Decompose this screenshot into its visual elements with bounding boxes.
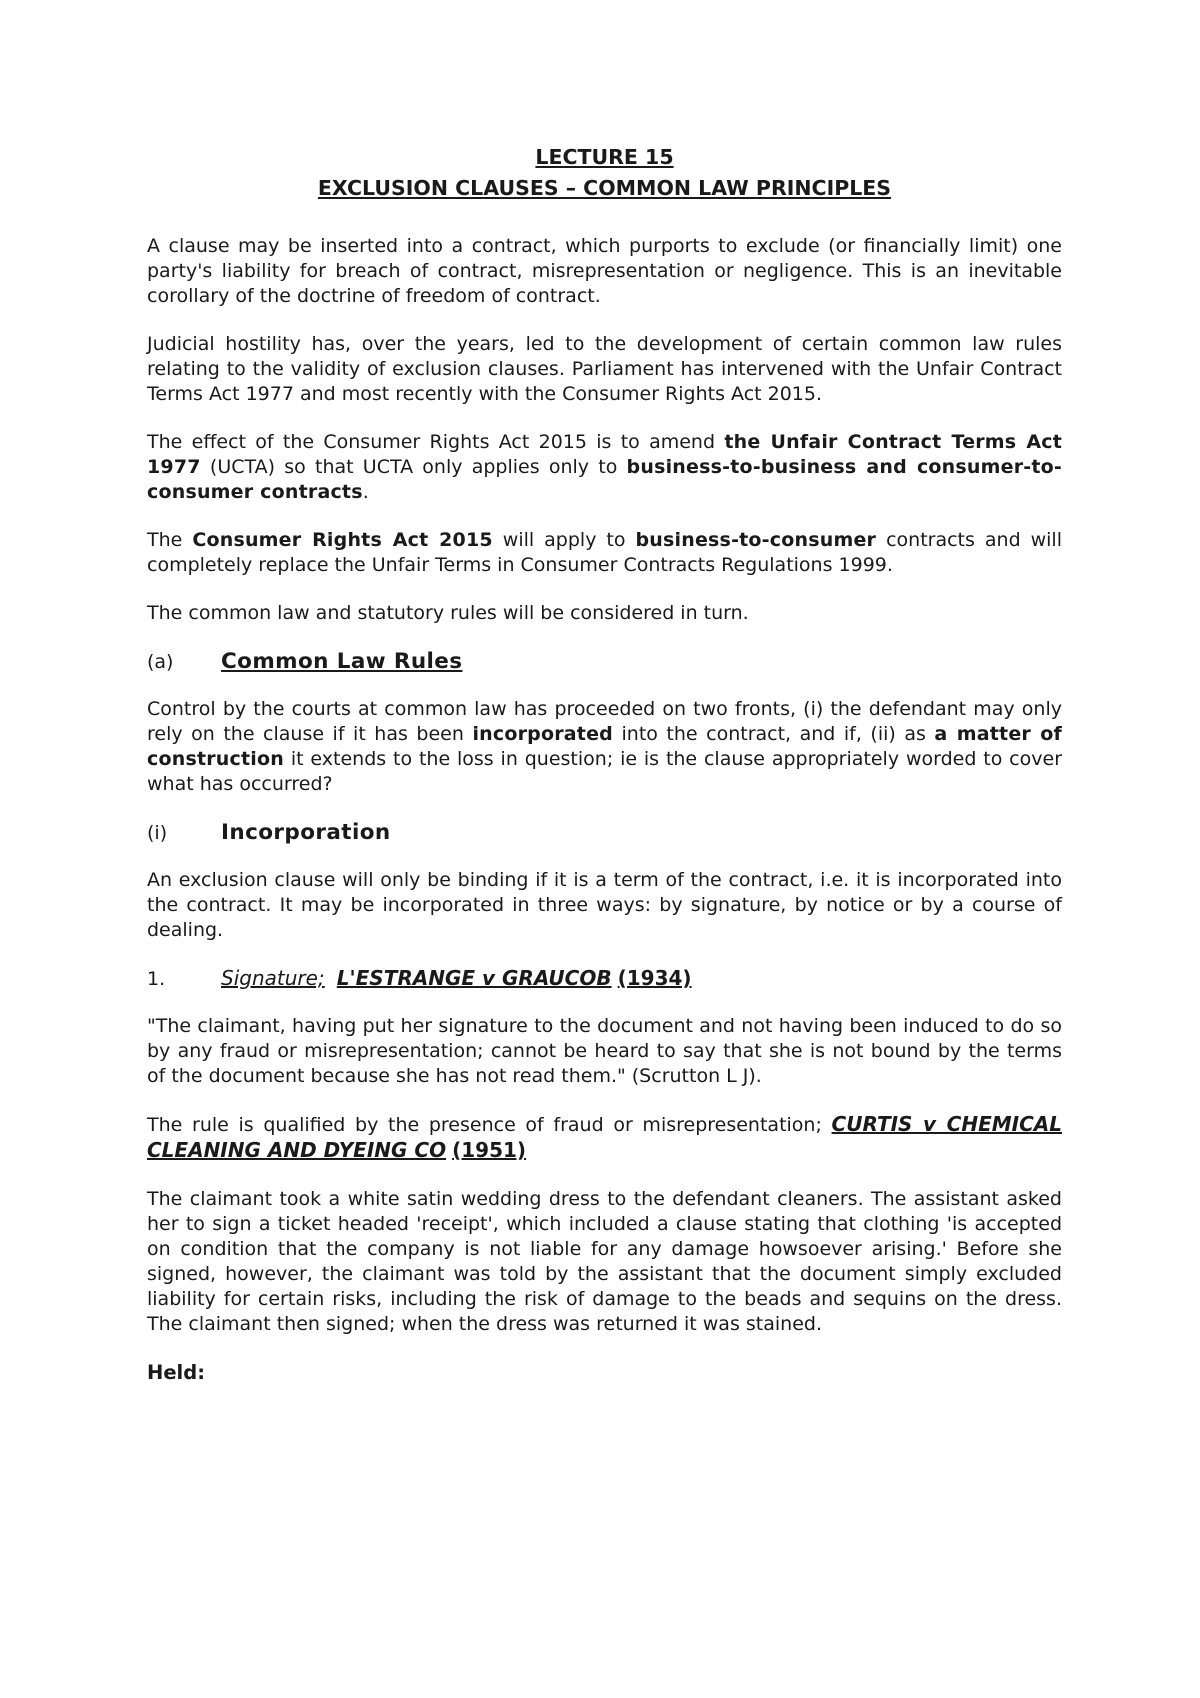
lecture-subtitle: EXCLUSION CLAUSES – COMMON LAW PRINCIPLES xyxy=(317,176,892,200)
text-run: The xyxy=(147,529,193,551)
case-name: L'ESTRANGE v GRAUCOB xyxy=(336,966,612,990)
intro-paragraph: A clause may be inserted into a contract, which purports to exclude (or financially limit) one party's liability for breach of contract, misrepresentation or negligence. This is an inevitable corollary of the doctrine of freedom of contract. xyxy=(147,235,1062,307)
held-label: Held: xyxy=(147,1361,205,1384)
section-title: Incorporation xyxy=(221,820,391,845)
text-run: into the contract, and if, (ii) as xyxy=(612,723,935,745)
text-run: Control by the courts at common law has proceeded on two fronts, (i) the defendant may only rely on the clause if it has been xyxy=(147,698,1062,745)
cra-bold: Consumer Rights Act 2015 xyxy=(192,529,493,551)
control-paragraph xyxy=(147,697,1062,797)
title-block xyxy=(147,142,1062,204)
incorporated-bold: incorporated xyxy=(472,723,613,745)
text-run: . xyxy=(362,481,369,503)
scrutton-quote-paragraph: "The claimant, having put her signature to the document and not having been induced to do so by any fraud or misrepresentation; cannot be heard to say that she is not bound by the terms of the document because she has not read them." (Scrutton L J). xyxy=(147,1015,1062,1087)
section-number: (i) xyxy=(147,822,168,844)
document-page xyxy=(147,142,1062,1385)
section-heading-i xyxy=(147,820,1062,846)
text-run: The rule is qualified by the presence of fraud or misrepresentation; xyxy=(147,1114,832,1136)
facts-paragraph: The claimant took a white satin wedding dress to the defendant cleaners. The assistant asked her to sign a ticket headed 'receipt', which included a clause stating that clothing 'is accepted on condition that the company is not liable for any damage howsoever arising.' Before she signed, however, the claimant was told by the assistant that the document simply excluded liability for certain risks, including the risk of damage to the beads and sequins on the dress. The claimant then signed; when the dress was returned it was stained. xyxy=(147,1188,1062,1335)
signature-heading xyxy=(221,966,692,992)
section-number: 1. xyxy=(147,968,166,990)
consumer-rights-effect-paragraph xyxy=(147,430,1062,505)
text-run: it extends to the loss in question; ie is the clause appropriately worded to cover what has occurred? xyxy=(147,748,1062,795)
text-run: (UCTA) so that UCTA only applies only to xyxy=(200,456,627,478)
judicial-hostility-paragraph: Judicial hostility has, over the years, led to the development of certain common law rules relating to the validity of exclusion clauses. Parliament has intervened with the Unfair Contract Terms Act 1977 and most recently with the Consumer Rights Act 2015. xyxy=(147,333,1062,405)
turn-paragraph: The common law and statutory rules will be considered in turn. xyxy=(147,602,749,624)
section-title: Common Law Rules xyxy=(221,649,463,674)
contract-types-bold: business-to-business and consumer-to-consumer contracts xyxy=(147,456,1062,503)
section-heading-1 xyxy=(147,966,1062,992)
consumer-rights-act-paragraph xyxy=(147,528,1062,578)
case-year: (1951) xyxy=(452,1138,527,1162)
qualification-paragraph xyxy=(147,1112,1062,1164)
text-run: The effect of the Consumer Rights Act 2015 is to amend xyxy=(147,431,725,453)
case-year: (1934) xyxy=(617,966,692,990)
text-run: contracts and will completely replace the Unfair Terms in Consumer Contracts Regulations 1999. xyxy=(147,529,1062,576)
incorporation-paragraph: An exclusion clause will only be binding if it is a term of the contract, i.e. it is incorporated into the contract. It may be incorporated in three ways: by signature, by notice or by a course of dealing. xyxy=(147,869,1062,941)
b2c-bold: business-to-consumer xyxy=(635,529,877,551)
signature-label: Signature; xyxy=(221,966,325,990)
construction-bold: a matter of construction xyxy=(147,723,1062,770)
lecture-title: LECTURE 15 xyxy=(535,145,674,169)
ucta-bold: the Unfair Contract Terms Act 1977 xyxy=(147,431,1063,478)
section-heading-a xyxy=(147,649,1062,675)
case-name: CURTIS v CHEMICAL CLEANING AND DYEING CO xyxy=(147,1112,1062,1162)
section-number: (a) xyxy=(147,651,174,673)
text-run: will apply to xyxy=(492,529,636,551)
